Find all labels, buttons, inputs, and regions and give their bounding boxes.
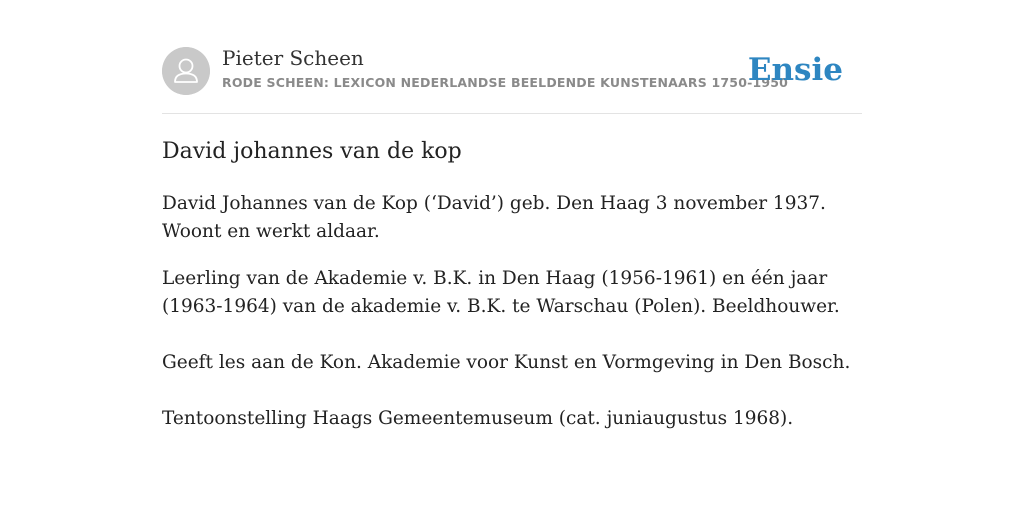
source-title[interactable]: RODE SCHEEN: LEXICON NEDERLANDSE BEELDENDE KUNSTENAARS 1750-1950 [222, 75, 789, 90]
paragraph: Leerling van de Akademie v. B.K. in Den Haag (1956-1961) en één jaar (1963-1964) van de akademie v. B.K. te Warschau (Polen). Beeldhouwer. Geeft les aan de Kon. Akademie voor Kunst en Vormgeving in Den Bosch. Tentoonstelling Haags Gemeentemuseum (cat. juniaugustus 1968). [162, 268, 851, 429]
article-header [162, 0, 862, 114]
page-title: David johannes van de kop [162, 139, 462, 164]
article-page [162, 0, 862, 429]
article-body [162, 190, 862, 452]
author-name[interactable]: Pieter Scheen [222, 46, 364, 70]
paragraph: David Johannes van de Kop (‘David’) geb. Den Haag 3 november 1937. Woont en werkt aldaar. [162, 193, 826, 242]
brand-logo[interactable]: Ensie [747, 52, 843, 88]
avatar[interactable] [162, 47, 210, 95]
user-icon [162, 47, 210, 95]
